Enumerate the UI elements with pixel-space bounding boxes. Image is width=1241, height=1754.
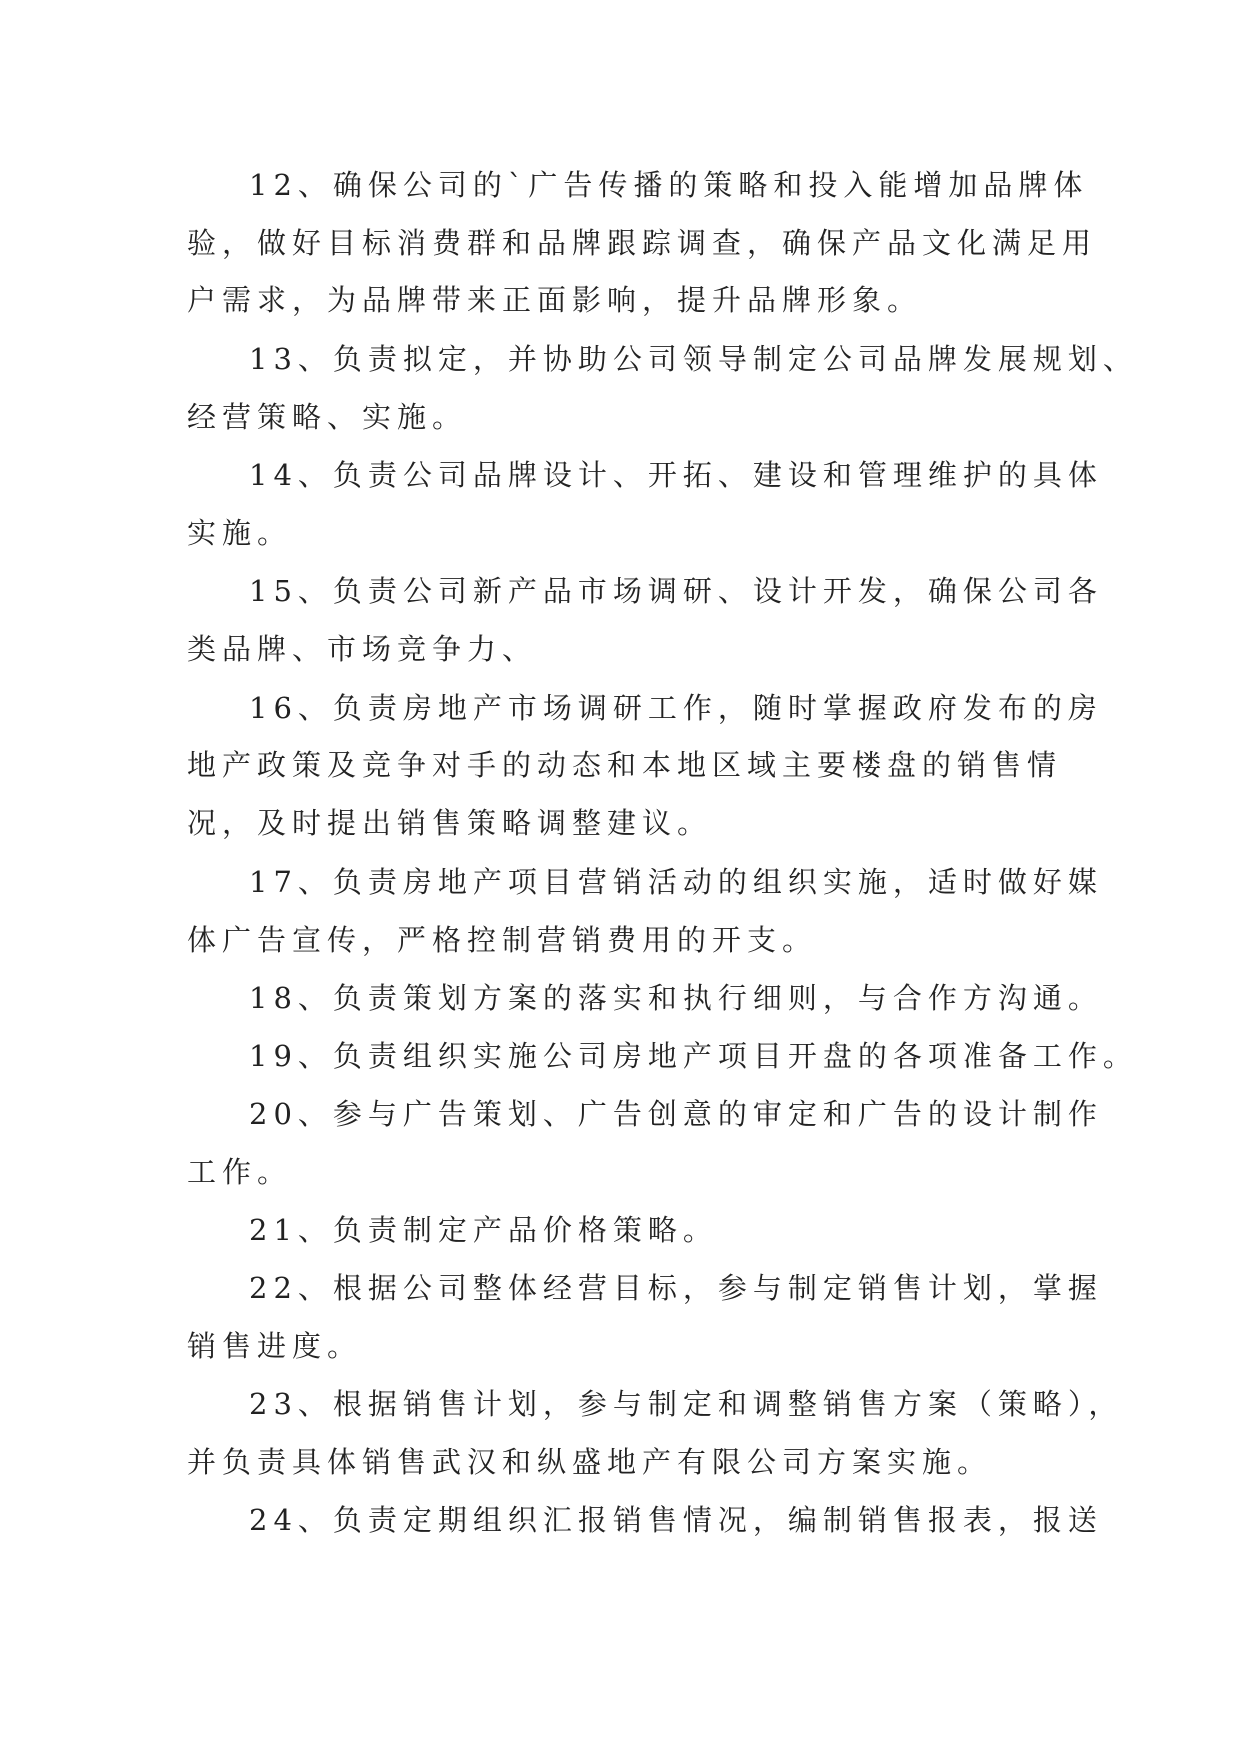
item-19-line-1: 19、负责组织实施公司房地产项目开盘的各项准备工作。 <box>249 1039 1138 1073</box>
item-15-line-2: 类品牌、市场竞争力、 <box>187 632 538 666</box>
item-12-line-3: 户需求，为品牌带来正面影响，提升品牌形象。 <box>187 283 923 317</box>
item-21-line-1: 21、负责制定产品价格策略。 <box>249 1213 718 1247</box>
item-12-line-1: 12、确保公司的`广告传播的策略和投入能增加品牌体 <box>249 168 1089 202</box>
item-13-line-1: 13、负责拟定，并协助公司领导制定公司品牌发展规划、 <box>249 342 1138 376</box>
item-18-line-1: 18、负责策划方案的落实和执行细则，与合作方沟通。 <box>249 981 1103 1015</box>
item-16-line-1: 16、负责房地产市场调研工作，随时掌握政府发布的房 <box>249 691 1103 725</box>
item-24-line-1: 24、负责定期组织汇报销售情况，编制销售报表，报送 <box>249 1503 1103 1537</box>
item-16-line-2: 地产政策及竞争对手的动态和本地区域主要楼盘的销售情 <box>187 748 1063 782</box>
item-20-line-1: 20、参与广告策划、广告创意的审定和广告的设计制作 <box>249 1097 1103 1131</box>
item-17-line-1: 17、负责房地产项目营销活动的组织实施，适时做好媒 <box>249 865 1103 899</box>
item-14-line-1: 14、负责公司品牌设计、开拓、建设和管理维护的具体 <box>249 458 1103 492</box>
item-17-line-2: 体广告宣传，严格控制营销费用的开支。 <box>187 923 818 957</box>
item-15-line-1: 15、负责公司新产品市场调研、设计开发，确保公司各 <box>249 574 1103 608</box>
item-13-line-2: 经营策略、实施。 <box>187 400 468 434</box>
item-20-line-2: 工作。 <box>187 1155 293 1189</box>
item-23-line-2: 并负责具体销售武汉和纵盛地产有限公司方案实施。 <box>187 1445 993 1479</box>
item-22-line-1: 22、根据公司整体经营目标，参与制定销售计划，掌握 <box>249 1271 1103 1305</box>
item-23-line-1: 23、根据销售计划，参与制定和调整销售方案（策略）， <box>249 1387 1124 1421</box>
item-14-line-2: 实施。 <box>187 516 293 550</box>
item-22-line-2: 销售进度。 <box>187 1329 363 1363</box>
item-16-line-3: 况，及时提出销售策略调整建议。 <box>187 806 713 840</box>
item-12-line-2: 验，做好目标消费群和品牌跟踪调查，确保产品文化满足用 <box>187 226 1098 260</box>
